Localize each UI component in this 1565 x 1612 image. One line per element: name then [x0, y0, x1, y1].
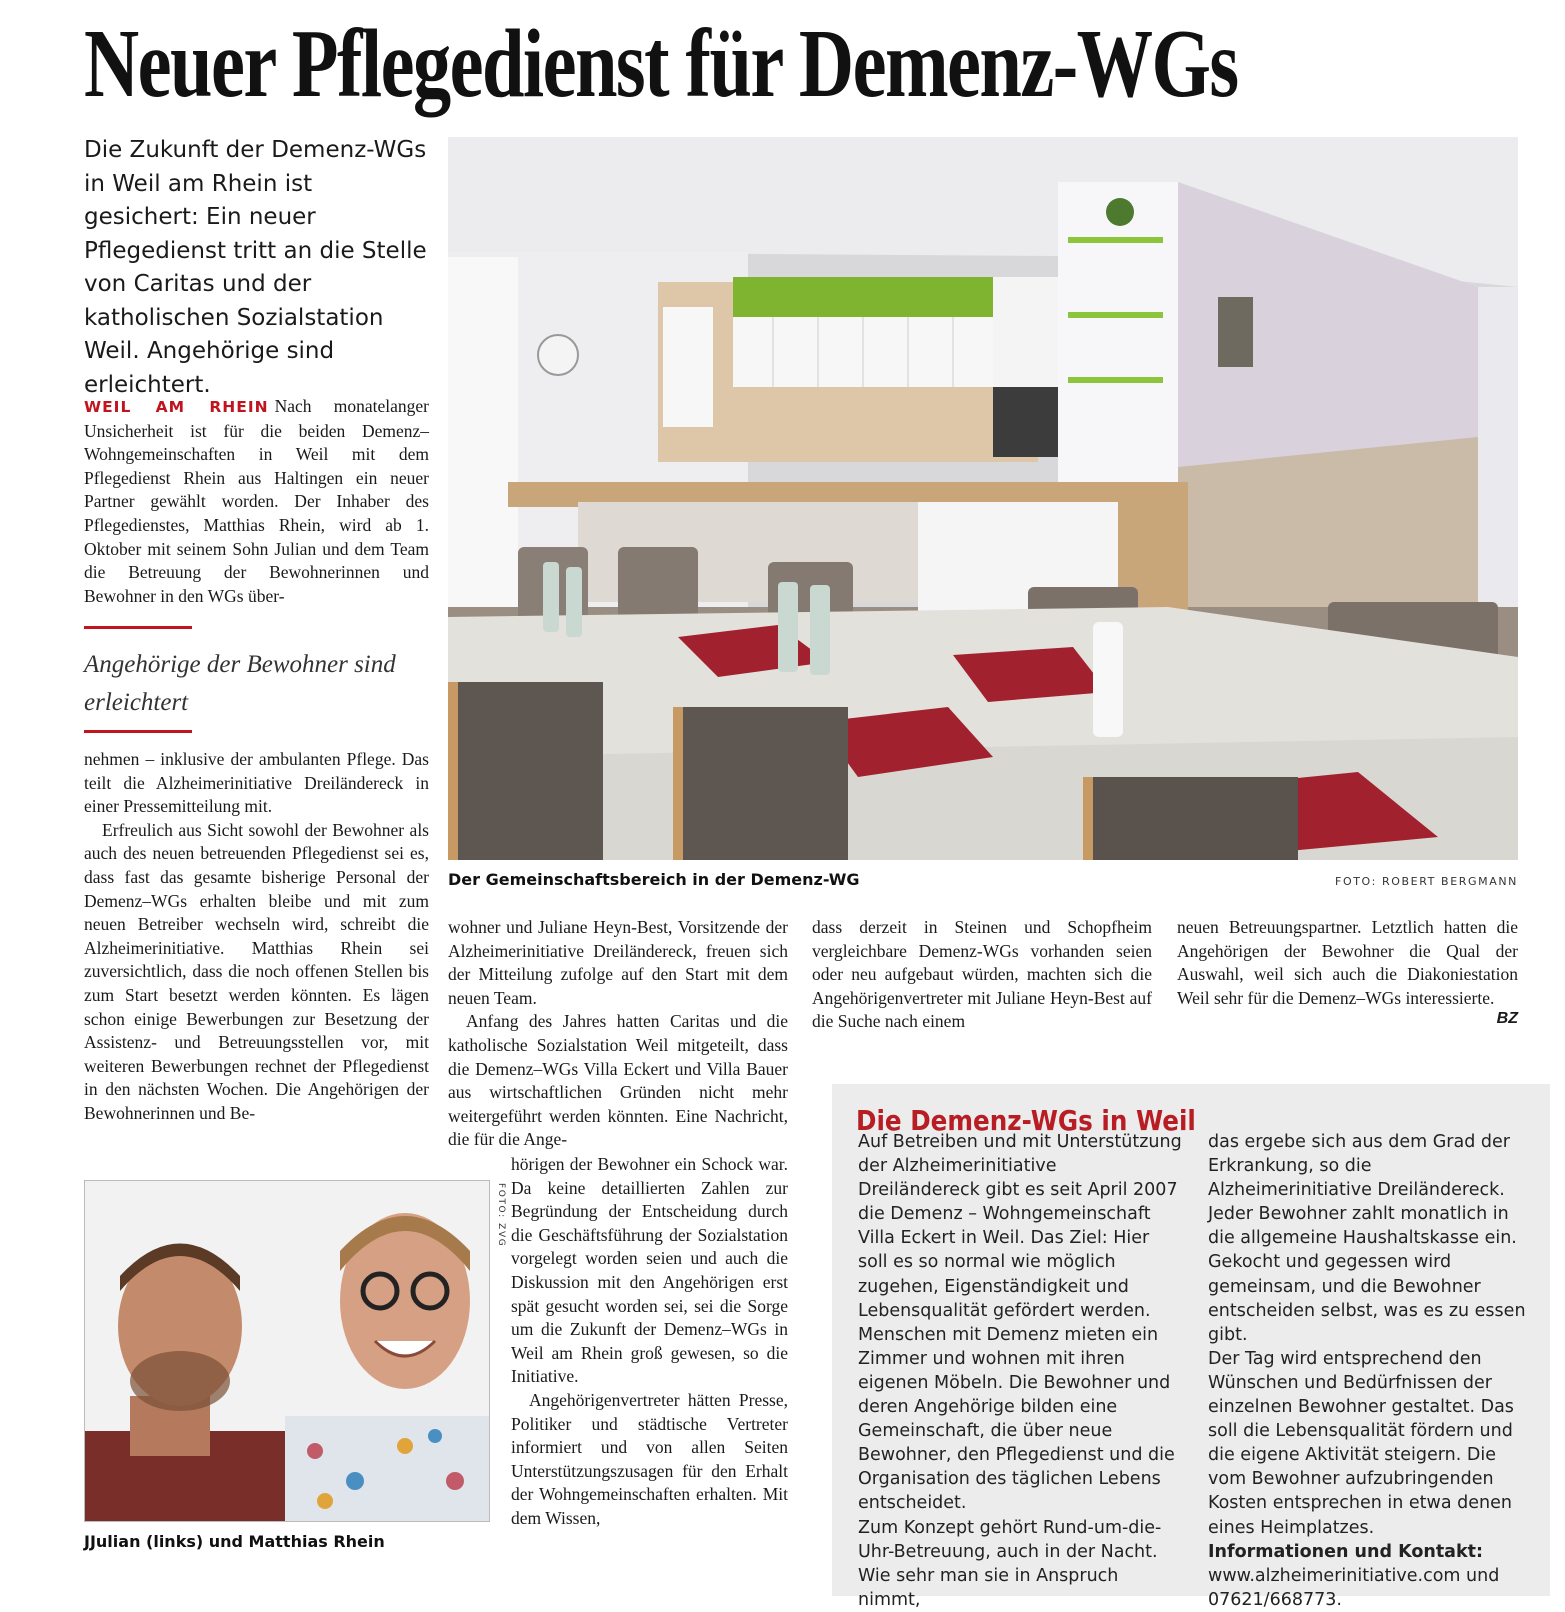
- main-photo-image: [448, 137, 1518, 860]
- infobox-right-column: [1208, 1130, 1533, 1612]
- infobox-left-column: [858, 1130, 1183, 1612]
- lead-paragraph: Die Zukunft der Demenz-WGs in Weil am Rhein ist gesichert: Ein neuer Pflegedienst tritt an die Stelle von Caritas und der katholischen Sozialstation Weil. Angehörige sind erleichtert.: [84, 137, 427, 398]
- column-2-paragraph-3: Angehörigenvertreter hätten Presse, Politiker und städtische Vertreter informiert und von allen Seiten Unterstützungszusagen für den Erhalt der Wohngemeinschaften erhalten. Mit dem Wissen,: [511, 1389, 788, 1528]
- column-1-top-text: Nach monatelanger Unsicherheit ist für die beiden Demenz–Wohngemeinschaften in Weil mit dem Pflegedienst Rhein aus Haltingen ein neuer Partner gewählt worden. Der Inhaber des Pflegedienstes, Matthias Rhein, wird ab 1. Oktober mit seinem Sohn Julian und dem Team die Betreuung der Bewohnerinnen und Bewohner in den WGs über-: [84, 396, 430, 606]
- column-1-bottom: [84, 748, 429, 1126]
- main-photo-caption: Der Gemeinschaftsbereich in der Demenz-WG: [448, 870, 860, 889]
- portrait-photo-caption: JJulian (links) und Matthias Rhein: [84, 1532, 385, 1551]
- headline: Neuer Pflegedienst für Demenz-WGs: [84, 10, 1238, 118]
- column-2-lower: [511, 1153, 788, 1531]
- pullquote-rule-bottom: [84, 730, 192, 733]
- author-tag: BZ: [1496, 1010, 1518, 1027]
- infobox-contact-text: www.alzheimerinitiative.com und 07621/668773.: [1208, 1565, 1500, 1610]
- column-4: [1177, 916, 1518, 1010]
- column-2: [448, 916, 788, 1152]
- infobox-left-p3: Zum Konzept gehört Rund-um-die-Uhr-Betreuung, auch in der Nacht. Wie sehr man sie in Anspruch nimmt,: [858, 1517, 1162, 1610]
- column-1-paragraph-1: nehmen – inklusive der ambulanten Pflege. Das teilt die Alzheimerinitiative Dreiländereck in einer Pressemitteilung mit.: [84, 749, 429, 817]
- infobox-contact-label: Informationen und Kontakt:: [1208, 1541, 1483, 1562]
- column-1-paragraph-2: Erfreulich aus Sicht sowohl der Bewohner als auch des neuen betreuenden Pflegedienst sei es, dass fast das gesamte bisherige Personal der Demenz–WGs erhalten bleibe und mit zum neuen Betreiber wechseln wird, schreibt die Alzheimerinitiative. Matthias Rhein sei zuversichtlich, dass die noch offenen Stellen bis zum Start besetzt werden könnten. Es lägen schon einige Bewerbungen zur Besetzung der Assistenz- und Betreuungsstellen vor, mit weiteren Bewerbungen rechnet der Pflegedienst in den nächsten Wochen. Die Angehörigen der Bewohnerinnen und Be-: [84, 819, 429, 1123]
- portrait-photo-credit: FOTO: ZVG: [496, 1183, 506, 1248]
- column-4-paragraph: neuen Betreuungspartner. Letztlich hatten die Angehörigen der Bewohner die Qual der Auswahl, weil sich auch die Diakoniestation Weil sehr für die Demenz–WGs interessierte.: [1177, 917, 1518, 1008]
- column-3-paragraph: dass derzeit in Steinen und Schopfheim vergleichbare Demenz-WGs vorhanden seien oder neu aufgebaut würden, machten sich die Angehörigenvertreter mit Juliane Heyn-Best auf die Suche nach einem: [812, 917, 1152, 1032]
- infobox-title: Die Demenz-WGs in Weil: [856, 1104, 1196, 1137]
- portrait-photo: [84, 1180, 490, 1522]
- column-1-top: [84, 395, 429, 608]
- main-photo: [448, 137, 1518, 860]
- column-2-paragraph-2b: hörigen der Bewohner ein Schock war. Da keine detaillierten Zahlen zur Begründung der Entscheidung durch die Geschäftsführung der Sozialstation vorgelegt worden seien und auch die Diskussion mit den Angehörigen erst spät gesucht worden sei, sei die Sorge um die Zukunft der Demenz–WGs in Weil am Rhein groß gewesen, so die Initiative.: [511, 1154, 788, 1387]
- column-2-paragraph-2a: Anfang des Jahres hatten Caritas und die katholische Sozialstation Weil mitgeteilt, dass die Demenz–WGs Villa Eckert und Villa Bauer aus wirtschaftlichen Gründen nicht mehr weitergeführt werden könnten. Eine Nachricht, die für die Ange-: [448, 1011, 788, 1150]
- infobox-left-p1: Auf Betreiben und mit Unterstützung der Alzheimerinitiative Dreiländereck gibt es seit April 2007 die Demenz – Wohngemeinschaft Villa Eckert in Weil. Das Ziel: Hier soll es so normal wie möglich zugehen, Eigenständigkeit und Lebensqualität gefördert werden.: [858, 1132, 1182, 1321]
- portrait-photo-image: [85, 1181, 489, 1521]
- infobox-right-p2: Der Tag wird entsprechend den Wünschen und Bedürfnissen der einzelnen Bewohner gestaltet. Das soll die Lebensqualität fördern und die eigene Aktivität steigern. Die vom Bewohner aufzubringenden Kosten entsprechen in etwa denen eines Heimplatzes.: [1208, 1348, 1514, 1538]
- infobox-left-p2: Menschen mit Demenz mieten ein Zimmer und wohnen mit ihren eigenen Möbeln. Die Bewohner und deren Angehörige bilden eine Gemeinschaft, die über neue Bewohner, den Pflegedienst und die Organisation des täglichen Lebens entscheidet.: [858, 1324, 1175, 1514]
- column-2-paragraph-1: wohner und Juliane Heyn-Best, Vorsitzende der Alzheimerinitiative Dreiländereck, freuen sich der Mitteilung zufolge auf den Start mit dem neuen Team.: [448, 917, 788, 1008]
- pullquote: Angehörige der Bewohner sind erleichtert: [84, 651, 396, 716]
- main-photo-credit: FOTO: ROBERT BERGMANN: [1335, 875, 1518, 888]
- dateline: WEIL AM RHEIN: [84, 398, 269, 416]
- pullquote-rule-top: [84, 626, 192, 629]
- infobox-right-p1: das ergebe sich aus dem Grad der Erkrankung, so die Alzheimerinitiative Dreiländereck. Jeder Bewohner zahlt monatlich in die allgemeine Haushaltskasse ein. Gekocht und gegessen wird gemeinsam, und die Bewohner entscheiden selbst, was es zu essen gibt.: [1208, 1132, 1526, 1345]
- column-3: [812, 916, 1152, 1034]
